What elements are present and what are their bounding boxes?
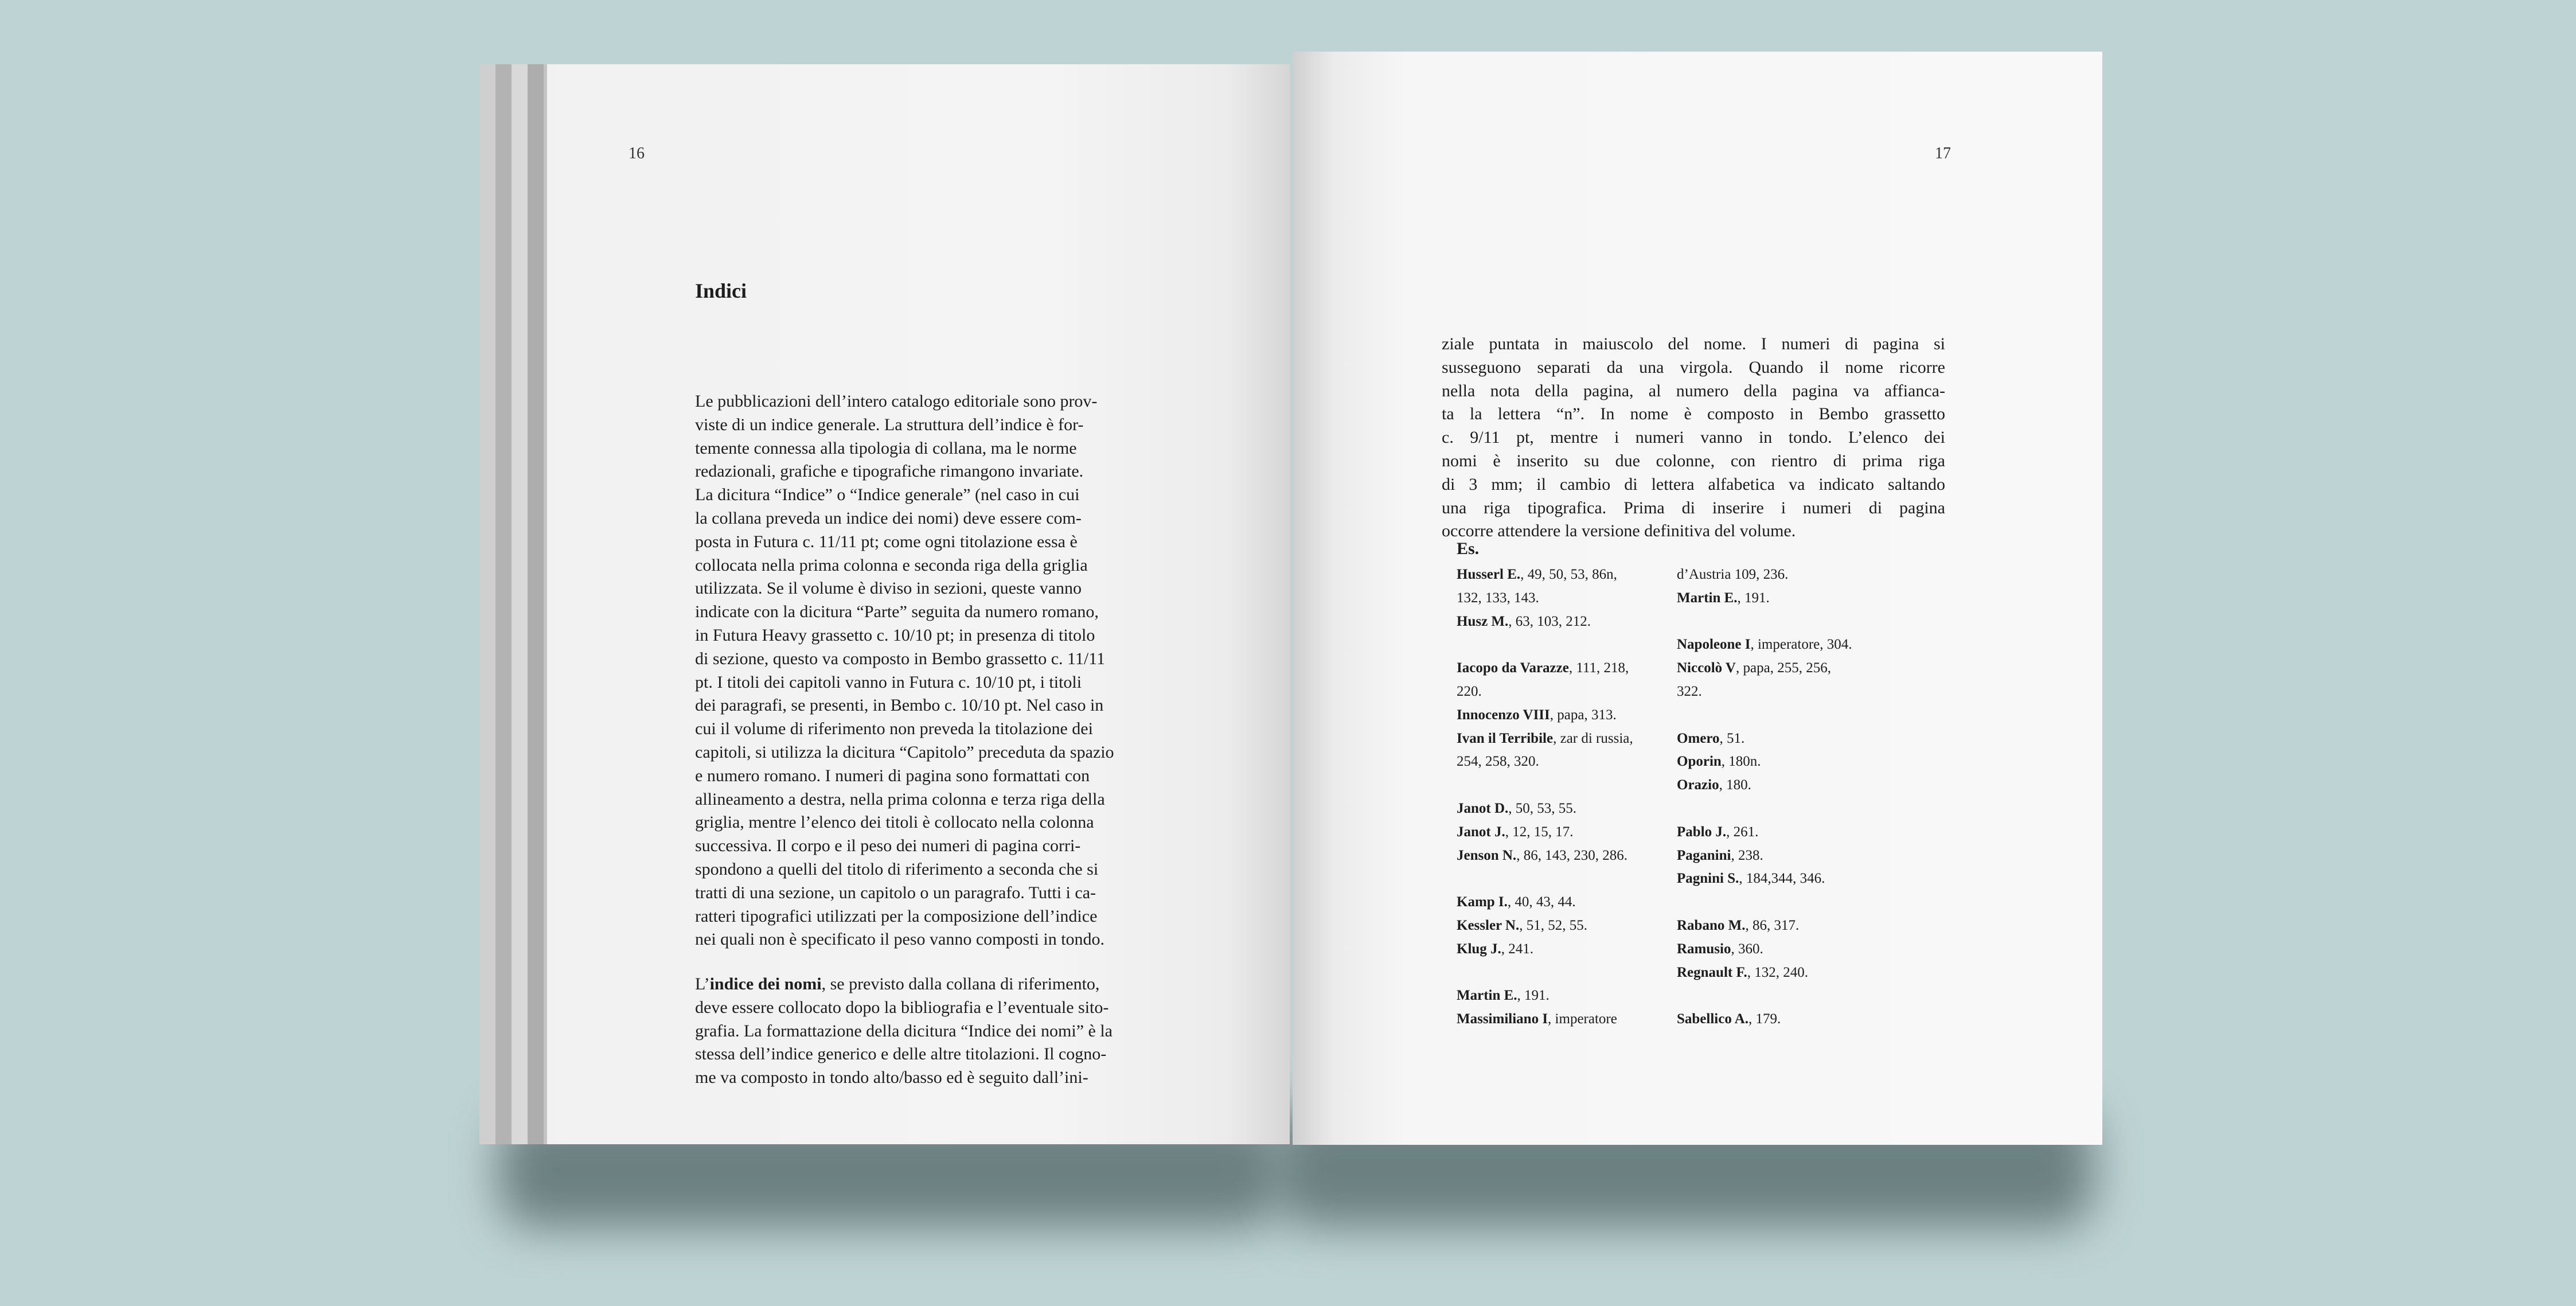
body-paragraph (695, 390, 1114, 952)
index-entry (1457, 704, 1686, 727)
index-entry (1457, 844, 1686, 868)
index-name: Massimiliano I (1457, 1011, 1548, 1027)
index-name: Napoleone I (1677, 637, 1751, 653)
paragraph-line: ratteri tipografici utilizzati per la composizione dell’indice (695, 906, 1098, 926)
index-entry (1457, 657, 1686, 680)
index-entry (1457, 914, 1686, 938)
index-pages: , 261. (1726, 824, 1759, 840)
index-pages: , 180. (1719, 777, 1751, 793)
index-entry (1457, 984, 1686, 1008)
index-name: Iacopo da Varazze (1457, 660, 1569, 676)
paragraph-line: occorre attendere la versione definitiva del volume. (1442, 521, 1796, 541)
index-entry (1677, 680, 1906, 704)
paragraph-line: ziale puntata in maiuscolo del nome. I numeri di pagina si (1442, 334, 1945, 353)
index-name: Oporin (1677, 754, 1722, 770)
index-name: Ivan il Terribile (1457, 730, 1554, 746)
index-entry (1457, 938, 1686, 961)
index-pages: , 63, 103, 212. (1508, 613, 1591, 629)
index-pages: 220. (1457, 683, 1482, 699)
index-letter-gap (1457, 961, 1686, 985)
index-name: Klug J. (1457, 941, 1501, 957)
spine-stripe (544, 64, 547, 1144)
paragraph-line: stessa dell’indice generico e delle altre titolazioni. Il cogno- (695, 1044, 1107, 1064)
index-entry (1677, 961, 1906, 985)
paragraph-line: deve essere collocato dopo la bibliografia e l’eventuale sito- (695, 997, 1109, 1017)
index-entry (1677, 727, 1906, 751)
index-pages: 254, 258, 320. (1457, 754, 1539, 770)
index-pages: , zar di russia, (1553, 730, 1633, 746)
index-name: Husz M. (1457, 613, 1509, 629)
paragraph-line: nella nota della pagina, al numero della pagina va affianca- (1442, 381, 1945, 400)
index-pages: , 111, 218, (1568, 660, 1629, 676)
paragraph-line: Le pubblicazioni dell’intero catalogo editoriale sono prov- (695, 392, 1098, 411)
right-page (1293, 52, 2102, 1145)
paragraph-line: pt. I titoli dei capitoli vanno in Futura c. 10/10 pt, i titoli (695, 672, 1082, 692)
paragraph-line: spondono a quelli del titolo di riferimento a seconda che si (695, 859, 1099, 879)
spine-stripe (479, 64, 495, 1144)
spine-stripe (528, 64, 544, 1144)
index-letter-gap (1457, 867, 1686, 891)
left-page (479, 64, 1290, 1144)
index-pages: , 241. (1501, 941, 1534, 957)
paragraph-line: viste di un indice generale. La struttura dell’indice è for- (695, 415, 1084, 434)
index-pages: , 184,344, 346. (1739, 871, 1825, 887)
index-pages: , 179. (1748, 1011, 1781, 1027)
index-pages: , 12, 15, 17. (1505, 824, 1574, 840)
index-name: Pablo J. (1677, 824, 1727, 840)
index-pages: , 191. (1737, 590, 1770, 606)
index-name: Orazio (1677, 777, 1719, 793)
index-entry (1677, 867, 1906, 891)
index-name: Pagnini S. (1677, 871, 1739, 887)
index-pages: , 51. (1719, 730, 1745, 746)
index-name: Niccolò V (1677, 660, 1736, 676)
index-entry (1677, 774, 1906, 797)
index-name: Martin E. (1677, 590, 1738, 606)
index-name: Husserl E. (1457, 567, 1521, 582)
paragraph-line: temente connessa alla tipologia di collana, ma le norme (695, 438, 1077, 458)
index-pages: , 191. (1517, 988, 1549, 1004)
index-entry (1457, 610, 1686, 634)
paragraph-line: utilizzata. Se il volume è diviso in sezioni, queste vanno (695, 579, 1082, 598)
page-number: 16 (629, 145, 645, 162)
index-pages: , 360. (1731, 941, 1763, 957)
index-entry (1677, 750, 1906, 774)
index-entry (1677, 1008, 1906, 1031)
index-entry (1677, 821, 1906, 844)
index-entry (1457, 821, 1686, 844)
paragraph-line: successiva. Il corpo e il peso dei numeri di pagina corri- (695, 836, 1081, 856)
index-pages: , 86, 143, 230, 286. (1516, 847, 1627, 863)
index-entry (1677, 914, 1906, 938)
name-index-column-1 (1457, 563, 1686, 1031)
spine-stripe (495, 64, 512, 1144)
index-name: Sabellico A. (1677, 1011, 1749, 1027)
paragraph-line: indicate con la dicitura “Parte” seguita da numero romano, (695, 602, 1099, 622)
paragraph-line: capitoli, si utilizza la dicitura “Capitolo” preceduta da spazio (695, 742, 1114, 762)
paragraph-line: nomi è inserito su due colonne, con rientro di prima riga (1442, 451, 1945, 470)
page-number: 17 (1935, 145, 1951, 162)
index-pages: , papa, 313. (1549, 707, 1617, 723)
body-paragraph (695, 973, 1113, 1090)
index-entry (1457, 587, 1686, 610)
index-entry (1457, 563, 1686, 587)
index-name: Kessler N. (1457, 917, 1520, 933)
index-pages: , 49, 50, 53, 86n, (1520, 567, 1617, 582)
index-name: Ramusio (1677, 941, 1731, 957)
paragraph-line: La dicitura “Indice” o “Indice generale” (nel caso in cui (695, 485, 1080, 505)
index-entry (1677, 657, 1906, 680)
paragraph-line: dei paragrafi, se presenti, in Bembo c. 10/10 pt. Nel caso in (695, 696, 1104, 715)
index-name: Omero (1677, 730, 1720, 746)
index-entry (1457, 797, 1686, 821)
index-letter-gap (1677, 984, 1906, 1008)
paragraph-line: collocata nella prima colonna e seconda riga della griglia (695, 555, 1088, 575)
index-entry (1677, 938, 1906, 961)
index-name: Rabano M. (1677, 917, 1746, 933)
index-entry (1457, 750, 1686, 774)
index-name: Kamp I. (1457, 894, 1508, 910)
paragraph-line: e numero romano. I numeri di pagina sono formattati con (695, 766, 1090, 785)
index-letter-gap (1677, 797, 1906, 821)
paragraph-line: griglia, mentre l’elenco dei titoli è collocato nella colonna (695, 813, 1094, 832)
paragraph-line: c. 9/11 pt, mentre i numeri vanno in tondo. L’elenco dei (1442, 428, 1945, 447)
index-pages: , 50, 53, 55. (1508, 800, 1577, 816)
index-entry (1677, 844, 1906, 868)
paragraph-line: la collana preveda un indice dei nomi) deve essere com- (695, 508, 1082, 528)
index-pages: , 40, 43, 44. (1507, 894, 1576, 910)
section-heading: Indici (695, 279, 747, 302)
index-letter-gap (1677, 891, 1906, 914)
name-index-column-2 (1677, 563, 1906, 1031)
bold-term: indice dei nomi (709, 974, 822, 993)
paragraph-line: me va composto in tondo alto/basso ed è seguito dall’ini- (695, 1068, 1088, 1087)
index-pages: , papa, 255, 256, (1736, 660, 1831, 676)
index-name: Janot J. (1457, 824, 1505, 840)
paragraph-line: di sezione, questo va composto in Bembo grassetto c. 11/11 (695, 649, 1106, 668)
index-pages: 322. (1677, 683, 1702, 699)
index-pages: , 132, 240. (1747, 964, 1808, 980)
index-entry (1457, 680, 1686, 704)
index-name: Innocenzo VIII (1457, 707, 1550, 723)
index-entry (1677, 563, 1906, 587)
body-paragraph (1442, 333, 1945, 543)
example-label: Es. (1457, 539, 1480, 558)
index-letter-gap (1677, 704, 1906, 727)
paragraph-line: in Futura Heavy grassetto c. 10/10 pt; in presenza di titolo (695, 625, 1095, 645)
index-letter-gap (1457, 633, 1686, 657)
index-entry (1457, 891, 1686, 914)
paragraph-line: nei quali non è specificato il peso vanno composti in tondo. (695, 930, 1105, 949)
index-pages: , 51, 52, 55. (1519, 917, 1587, 933)
paragraph-line: grafia. La formattazione della dicitura “Indice dei nomi” è la (695, 1021, 1113, 1040)
index-pages: , 86, 317. (1745, 917, 1800, 933)
index-name: Jenson N. (1457, 847, 1517, 863)
index-pages: 132, 133, 143. (1457, 590, 1539, 606)
paragraph-line: posta in Futura c. 11/11 pt; come ogni titolazione essa è (695, 532, 1078, 551)
index-entry (1457, 1008, 1686, 1031)
paragraph-line: redazionali, grafiche e tipografiche rimangono invariate. (695, 462, 1084, 481)
spine-stripe (512, 64, 528, 1144)
paragraph-line: cui il volume di riferimento non preveda la titolazione dei (695, 719, 1093, 739)
paragraph-line: susseguono separati da una virgola. Quando il nome ricorre (1442, 357, 1945, 377)
index-name: Martin E. (1457, 988, 1517, 1004)
index-letter-gap (1677, 610, 1906, 634)
index-entry (1457, 727, 1686, 751)
index-entry (1677, 587, 1906, 610)
paragraph-line: allineamento a destra, nella prima colonna e terza riga della (695, 789, 1105, 809)
index-entry (1677, 633, 1906, 657)
paragraph-line: una riga tipografica. Prima di inserire i numeri di pagina (1442, 498, 1945, 517)
paragraph-line: tratti di una sezione, un capitolo o un paragrafo. Tutti i ca- (695, 883, 1096, 902)
index-pages: , 238. (1731, 847, 1763, 863)
index-name: Regnault F. (1677, 964, 1747, 980)
index-name: Janot D. (1457, 800, 1509, 816)
index-pages: , 180n. (1721, 754, 1761, 770)
index-pages: d’Austria 109, 236. (1677, 567, 1789, 582)
paragraph-line: di 3 mm; il cambio di lettera alfabetica va indicato saltando (1442, 474, 1945, 494)
paragraph-line: L’indice dei nomi, se previsto dalla collana di riferimento, (695, 974, 1100, 993)
paragraph-line: ta la lettera “n”. In nome è composto in Bembo grassetto (1442, 404, 1945, 424)
index-pages: , imperatore (1548, 1011, 1617, 1027)
index-letter-gap (1457, 774, 1686, 797)
index-pages: , imperatore, 304. (1750, 637, 1852, 653)
index-name: Paganini (1677, 847, 1731, 863)
